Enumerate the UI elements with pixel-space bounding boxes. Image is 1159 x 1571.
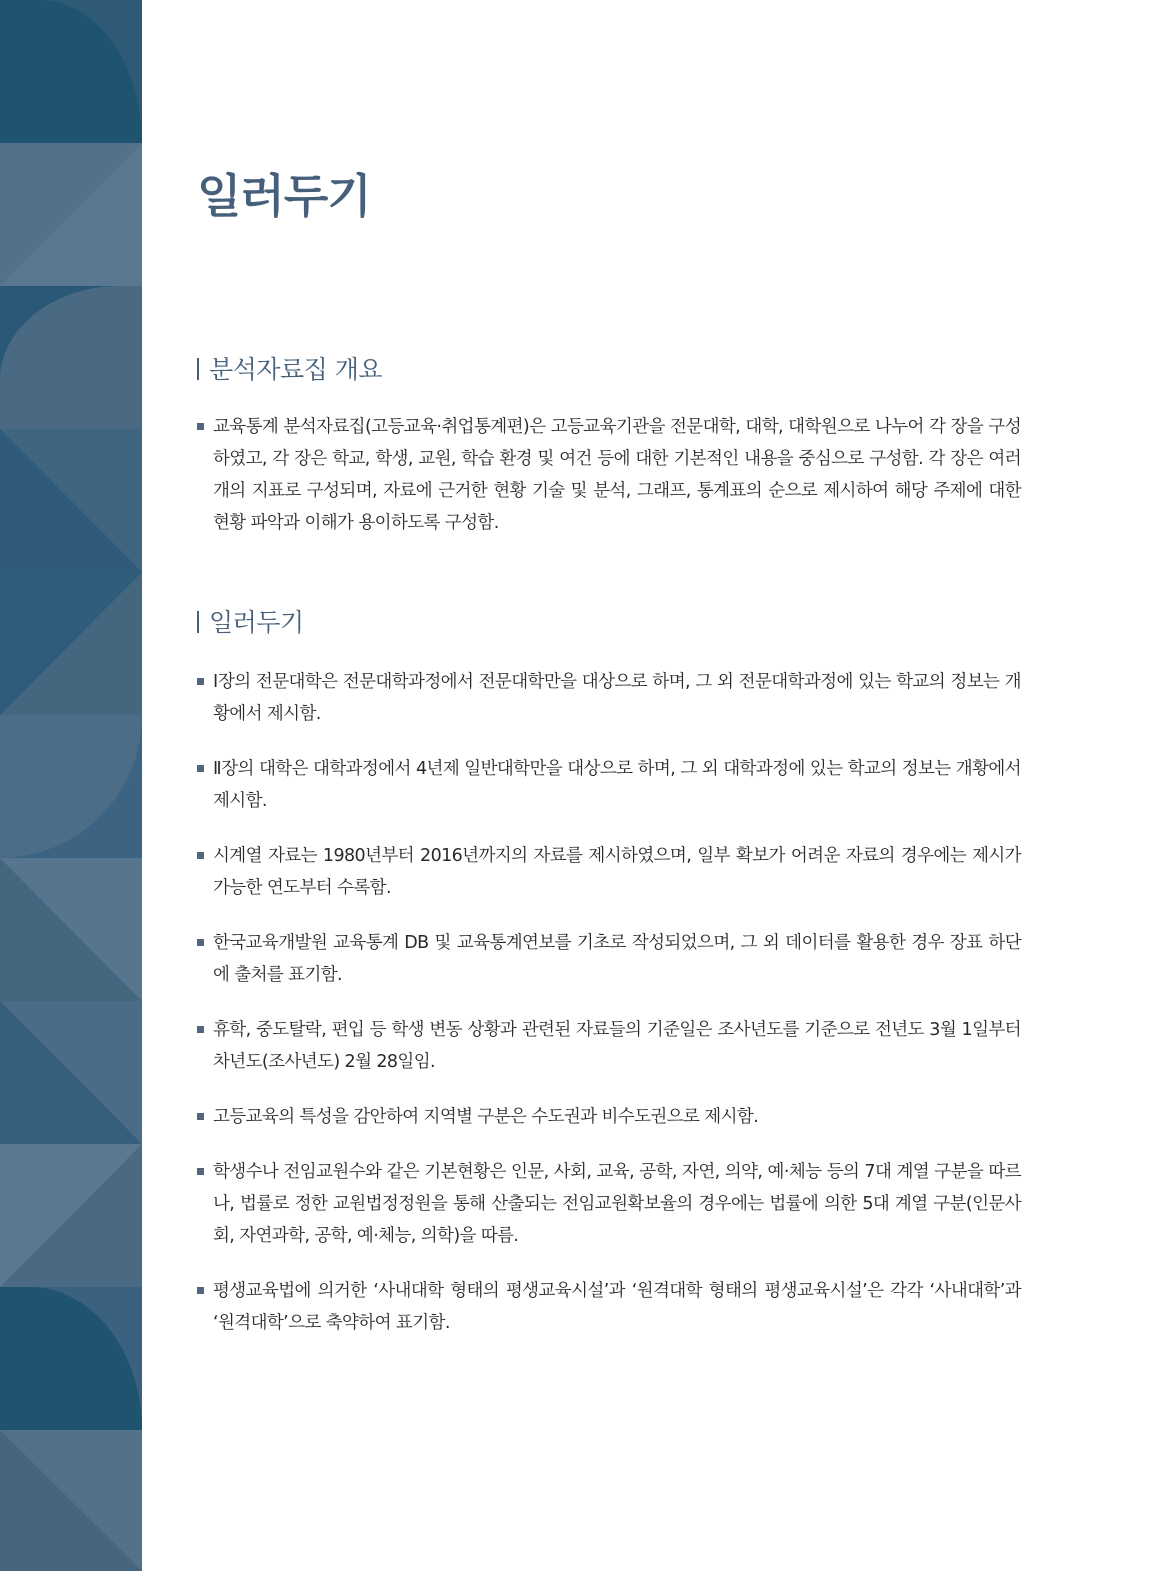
list-item: 평생교육법에 의거한 ‘사내대학 형태의 평생교육시설’과 ‘원격대학 형태의 평생교육시설’은 각각 ‘사내대학’과 ‘원격대학’으로 축약하여 표기함. [197,1275,1021,1339]
list-item: 고등교육의 특성을 감안하여 지역별 구분은 수도권과 비수도권으로 제시함. [197,1101,1021,1133]
list-item: 시계열 자료는 1980년부터 2016년까지의 자료를 제시하였으며, 일부 확보가 어려운 자료의 경우에는 제시가 가능한 연도부터 수록함. [197,840,1021,904]
notes-list [197,666,1021,1362]
list-item: 학생수나 전임교원수와 같은 기본현황은 인문, 사회, 교육, 공학, 자연, 의약, 예·체능 등의 7대 계열 구분을 따르나, 법률로 정한 교원법정정원을 통해 산출되는 전임교원확보율의 경우에는 법률에 의한 5대 계열 구분(인문사회, 자연과학, 공학, 예·체능, 의학)을 따름. [197,1156,1021,1252]
page-title: 일러두기 [197,169,371,223]
section-heading-overview-label: 분석자료집 개요 [209,355,382,384]
section-heading-notes-label: 일러두기 [209,608,304,637]
section-heading-overview [197,350,382,386]
decorative-side-band [0,0,142,1571]
list-item: Ⅰ장의 전문대학은 전문대학과정에서 전문대학만을 대상으로 하며, 그 외 전문대학과정에 있는 학교의 정보는 개황에서 제시함. [197,666,1021,730]
list-item: 휴학, 중도탈락, 편입 등 학생 변동 상황과 관련된 자료들의 기준일은 조사년도를 기준으로 전년도 3월 1일부터 차년도(조사년도) 2월 28일임. [197,1014,1021,1078]
list-item: Ⅱ장의 대학은 대학과정에서 4년제 일반대학만을 대상으로 하며, 그 외 대학과정에 있는 학교의 정보는 개황에서 제시함. [197,753,1021,817]
list-item: 한국교육개발원 교육통계 DB 및 교육통계연보를 기초로 작성되었으며, 그 외 데이터를 활용한 경우 장표 하단에 출처를 표기함. [197,927,1021,991]
section-heading-notes [197,603,304,639]
heading-bar-icon [197,358,199,380]
overview-list [197,411,1021,539]
heading-bar-icon [197,611,199,633]
list-item: 교육통계 분석자료집(고등교육·취업통계편)은 고등교육기관을 전문대학, 대학, 대학원으로 나누어 각 장을 구성하였고, 각 장은 학교, 학생, 교원, 학습 환경 및 여건 등에 대한 기본적인 내용을 중심으로 구성함. 각 장은 여러 개의 지표로 구성되며, 자료에 근거한 현황 기술 및 분석, 그래프, 통계표의 순으로 제시하여 해당 주제에 대한 현황 파악과 이해가 용이하도록 구성함. [197,411,1021,539]
